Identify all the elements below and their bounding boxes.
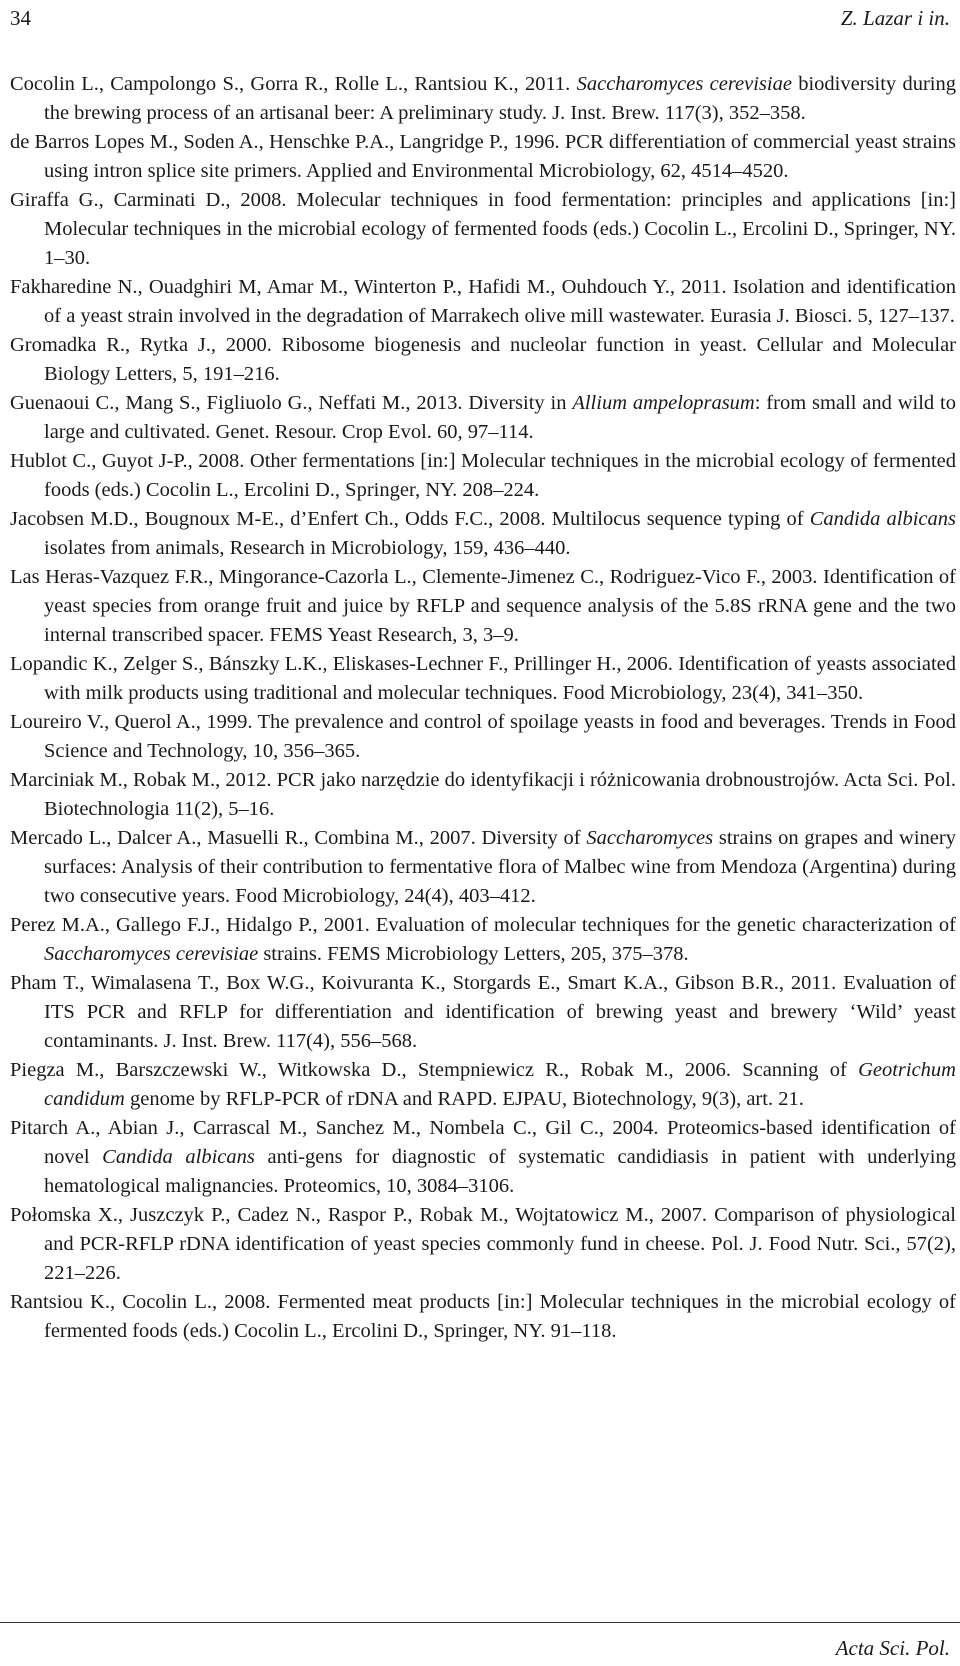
reference-entry	[10, 70, 956, 128]
reference-entry	[10, 969, 956, 1056]
reference-text: Rantsiou K., Cocolin L., 2008. Fermented meat products [in:] Molecular techniques in the microbial ecology of fermented foods (eds.) Cocolin L., Ercolini D., Springer, NY. 91–118.	[10, 1291, 956, 1342]
reference-italic-text: Saccharomyces cerevisiae	[44, 943, 259, 965]
reference-text: Marciniak M., Robak M., 2012. PCR jako narzędzie do identyfikacji i różnicowania drobnoustrojów. Acta Sci. Pol. Biotechnologia 11(2), 5–16.	[10, 769, 956, 820]
reference-text: biodiversity during the brewing process of an artisanal beer: A preliminary study. J. Inst. Brew. 117(3), 352–358.	[44, 73, 956, 124]
reference-italic-text: Saccharomyces cerevisiae	[576, 73, 792, 95]
reference-text: Hublot C., Guyot J-P., 2008. Other fermentations [in:] Molecular techniques in the microbial ecology of fermented foods (eds.) Cocolin L., Ercolini D., Springer, NY. 208–224.	[10, 450, 956, 501]
running-head: Z. Lazar i in.	[840, 6, 950, 30]
reference-entry	[10, 650, 956, 708]
reference-text: Loureiro V., Querol A., 1999. The prevalence and control of spoilage yeasts in food and beverages. Trends in Food Science and Technology, 10, 356–365.	[10, 711, 956, 762]
page-number: 34	[10, 6, 31, 30]
reference-text: Gromadka R., Rytka J., 2000. Ribosome biogenesis and nucleolar function in yeast. Cellular and Molecular Biology Letters, 5, 191–216.	[10, 334, 956, 385]
reference-text: Jacobsen M.D., Bougnoux M-E., d’Enfert Ch., Odds F.C., 2008. Multilocus sequence typing of	[10, 508, 810, 530]
reference-text: Las Heras-Vazquez F.R., Mingorance-Cazorla L., Clemente-Jimenez C., Rodriguez-Vico F., 2003. Identification of yeast species from orange fruit and juice by RFLP and sequence analysis of the 5.8S rRNA gene and the two internal transcribed spacer. FEMS Yeast Research, 3, 3–9.	[10, 566, 956, 646]
footer-journal-name: Acta Sci. Pol.	[835, 1636, 950, 1660]
reference-entry	[10, 186, 956, 273]
reference-entry	[10, 911, 956, 969]
reference-entry	[10, 708, 956, 766]
reference-text: Perez M.A., Gallego F.J., Hidalgo P., 2001. Evaluation of molecular techniques for the genetic characterization of	[10, 914, 956, 936]
reference-italic-text: Geotrichum candidum	[44, 1059, 956, 1110]
reference-entry	[10, 128, 956, 186]
reference-text: : from small and wild to large and cultivated. Genet. Resour. Crop Evol. 60, 97–114.	[44, 392, 956, 443]
footer-divider	[0, 1622, 960, 1623]
reference-text: Piegza M., Barszczewski W., Witkowska D., Stempniewicz R., Robak M., 2006. Scanning of	[10, 1059, 859, 1081]
reference-text: Guenaoui C., Mang S., Figliuolo G., Neffati M., 2013. Diversity in	[10, 392, 573, 414]
reference-text: de Barros Lopes M., Soden A., Henschke P.A., Langridge P., 1996. PCR differentiation of commercial yeast strains using intron splice site primers. Applied and Environmental Microbiology, 62, 4514–4520.	[10, 131, 956, 182]
reference-list	[10, 70, 956, 1346]
reference-text: Giraffa G., Carminati D., 2008. Molecular techniques in food fermentation: principles and applications [in:] Molecular techniques in the microbial ecology of fermented foods (eds.) Cocolin L., Ercolini D., Springer, NY. 1–30.	[10, 189, 956, 269]
reference-entry	[10, 1056, 956, 1114]
reference-entry	[10, 1288, 956, 1346]
reference-italic-text: Saccharomyces	[586, 827, 714, 849]
reference-italic-text: Candida albicans	[809, 508, 956, 530]
reference-entry	[10, 389, 956, 447]
reference-entry	[10, 824, 956, 911]
reference-entry	[10, 1201, 956, 1288]
reference-text: genome by RFLP-PCR of rDNA and RAPD. EJPAU, Biotechnology, 9(3), art. 21.	[124, 1088, 804, 1110]
reference-text: isolates from animals, Research in Microbiology, 159, 436–440.	[44, 537, 571, 559]
reference-text: Pitarch A., Abian J., Carrascal M., Sanchez M., Nombela C., Gil C., 2004. Proteomics-based identification of novel	[10, 1117, 956, 1168]
reference-italic-text: Candida albicans	[102, 1146, 255, 1168]
reference-entry	[10, 331, 956, 389]
reference-text: Fakharedine N., Ouadghiri M, Amar M., Winterton P., Hafidi M., Ouhdouch Y., 2011. Isolation and identification of a yeast strain involved in the degradation of Marrakech olive mill wastewater. Eurasia J. Biosci. 5, 127–137.	[10, 276, 956, 327]
reference-text: strains. FEMS Microbiology Letters, 205, 375–378.	[258, 943, 689, 965]
reference-text: Pham T., Wimalasena T., Box W.G., Koivuranta K., Storgards E., Smart K.A., Gibson B.R., 2011. Evaluation of ITS PCR and RFLP for differentiation and identification of brewing yeast and brewery ‘Wild’ yeast contaminants. J. Inst. Brew. 117(4), 556–568.	[10, 972, 956, 1052]
reference-entry	[10, 563, 956, 650]
reference-entry	[10, 447, 956, 505]
reference-text: Połomska X., Juszczyk P., Cadez N., Raspor P., Robak M., Wojtatowicz M., 2007. Comparison of physiological and PCR-RFLP rDNA identification of yeast species commonly fund in cheese. Pol. J. Food Nutr. Sci., 57(2), 221–226.	[10, 1204, 956, 1284]
reference-entry	[10, 273, 956, 331]
reference-text: Cocolin L., Campolongo S., Gorra R., Rolle L., Rantsiou K., 2011.	[10, 73, 577, 95]
reference-text: strains on grapes and winery surfaces: Analysis of their contribution to fermentative flora of Malbec wine from Mendoza (Argentina) during two consecutive years. Food Microbiology, 24(4), 403–412.	[44, 827, 956, 907]
reference-text: anti-gens for diagnostic of systematic candidiasis in patient with underlying hematological malignancies. Proteomics, 10, 3084–3106.	[44, 1146, 956, 1197]
reference-text: Lopandic K., Zelger S., Bánszky L.K., Eliskases-Lechner F., Prillinger H., 2006. Identification of yeasts associated with milk products using traditional and molecular techniques. Food Microbiology, 23(4), 341–350.	[10, 653, 956, 704]
reference-entry	[10, 766, 956, 824]
reference-italic-text: Allium ampeloprasum	[572, 392, 755, 414]
reference-text: Mercado L., Dalcer A., Masuelli R., Combina M., 2007. Diversity of	[10, 827, 587, 849]
reference-entry	[10, 1114, 956, 1201]
reference-entry	[10, 505, 956, 563]
